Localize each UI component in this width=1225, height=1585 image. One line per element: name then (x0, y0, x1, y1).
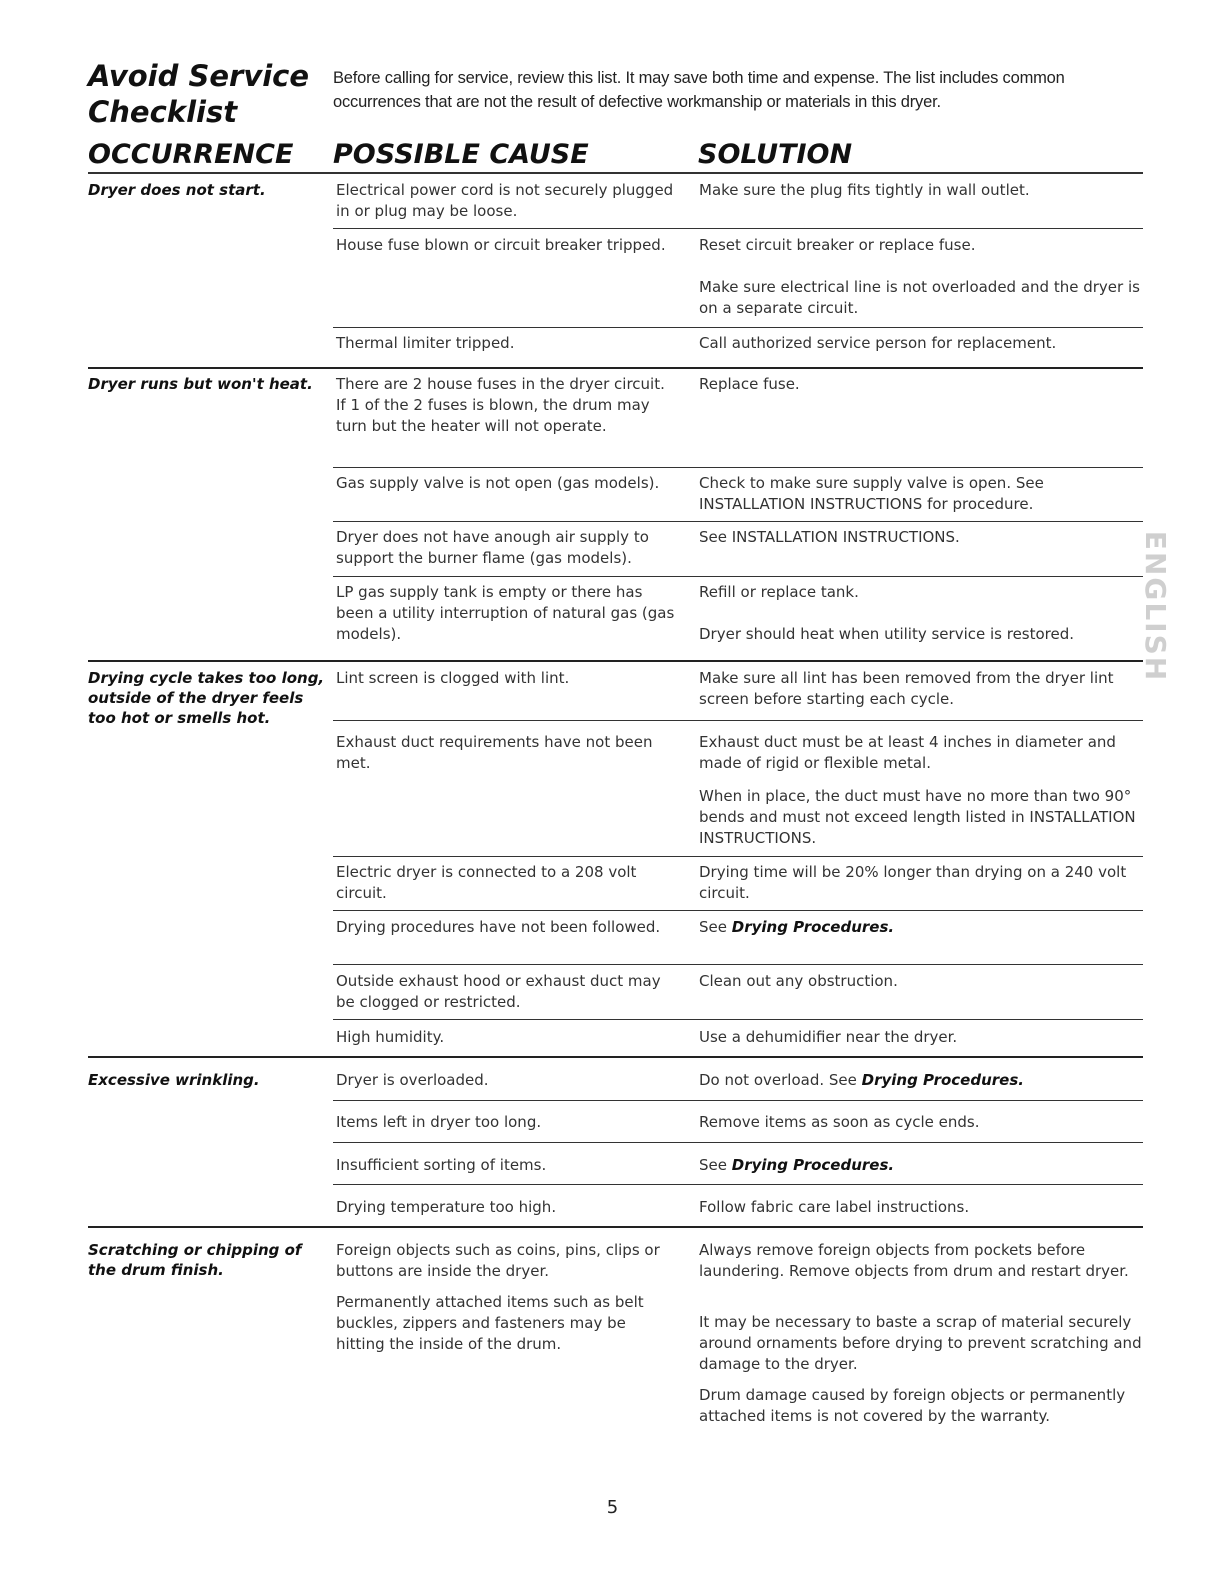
cause-text: Insufficient sorting of items. (336, 1156, 547, 1174)
occurrence-label: Dryer runs but won't heat. (88, 375, 313, 393)
header-divider (88, 172, 1143, 174)
page-title (88, 58, 318, 130)
cause-text: High humidity. (336, 1028, 445, 1046)
side-tab-label: ENGLISH (1139, 530, 1173, 682)
drying-procedures-reference: Drying Procedures. (731, 1156, 895, 1174)
solution-text: Make sure the plug fits tightly in wall outlet. (699, 181, 1030, 199)
item-divider (333, 1142, 1143, 1143)
cause-text: LP gas supply tank is empty or there has been a utility interruption of natural gas (gas models). (336, 583, 675, 643)
cause-text: Foreign objects such as coins, pins, clips or buttons are inside the dryer. (336, 1241, 660, 1280)
occurrence-label: Dryer does not start. (88, 181, 266, 199)
cause-text: Outside exhaust hood or exhaust duct may be clogged or restricted. (336, 972, 661, 1011)
cause-text: Electric dryer is connected to a 208 volt circuit. (336, 863, 637, 902)
item-divider (333, 467, 1143, 468)
occurrence-label: Drying cycle takes too long, outside of the dryer feels too hot or smells hot. (88, 669, 325, 727)
cause-text: Lint screen is clogged with lint. (336, 669, 570, 687)
solution-text: Make sure electrical line is not overloaded and the dryer is on a separate circuit. (699, 278, 1140, 317)
solution-text (699, 1155, 1143, 1176)
cause-text: Exhaust duct requirements have not been met. (336, 733, 653, 772)
solution-text: Clean out any obstruction. (699, 972, 898, 990)
cause-text: Dryer does not have anough air supply to support the burner flame (gas models). (336, 528, 649, 567)
cause-text: Gas supply valve is not open (gas models). (336, 474, 660, 492)
solution-text: Make sure all lint has been removed from the dryer lint screen before starting each cycle. (699, 669, 1114, 708)
cause-text: Thermal limiter tripped. (336, 334, 515, 352)
header-occurrence: OCCURRENCE (88, 139, 294, 170)
solution-prefix: See (699, 1156, 727, 1174)
cause-text: Drying procedures have not been followed. (336, 918, 661, 936)
cause-text: Items left in dryer too long. (336, 1113, 542, 1131)
solution-text: Always remove foreign objects from pockets before laundering. Remove objects from drum and restart dryer. (699, 1241, 1129, 1280)
solution-text (699, 1070, 1143, 1091)
item-divider (333, 228, 1143, 229)
item-divider (333, 856, 1143, 857)
cause-text: Permanently attached items such as belt buckles, zippers and fasteners may be hitting the inside of the drum. (336, 1293, 644, 1353)
solution-prefix: See (699, 918, 727, 936)
solution-text: Follow fabric care label instructions. (699, 1198, 970, 1216)
solution-text: Check to make sure supply valve is open. See INSTALLATION INSTRUCTIONS for procedure. (699, 474, 1044, 513)
solution-text: Replace fuse. (699, 375, 800, 393)
column-headers (88, 138, 1143, 174)
item-divider (333, 576, 1143, 577)
item-divider (333, 964, 1143, 965)
drying-procedures-reference: Drying Procedures. (861, 1071, 1024, 1089)
cause-text: Dryer is overloaded. (336, 1071, 489, 1089)
solution-text: Drying time will be 20% longer than drying on a 240 volt circuit. (699, 863, 1127, 902)
cause-text: Drying temperature too high. (336, 1198, 557, 1216)
row-divider (88, 1056, 1143, 1058)
item-divider (333, 327, 1143, 328)
solution-text: Exhaust duct must be at least 4 inches in diameter and made of rigid or flexible metal. (699, 733, 1116, 772)
item-divider (333, 1184, 1143, 1185)
occurrence-label: Excessive wrinkling. (88, 1071, 260, 1089)
language-side-tab (1136, 526, 1176, 686)
solution-text: It may be necessary to baste a scrap of material securely around ornaments before drying to prevent scratching and damage to the dryer. (699, 1313, 1142, 1373)
solution-text: Use a dehumidifier near the dryer. (699, 1028, 958, 1046)
solution-prefix: Do not overload. See (699, 1071, 857, 1089)
page-number: 5 (606, 1497, 619, 1518)
item-divider (333, 1100, 1143, 1101)
row-divider (88, 367, 1143, 369)
solution-text: Reset circuit breaker or replace fuse. (699, 236, 976, 254)
solution-text: Remove items as soon as cycle ends. (699, 1113, 980, 1131)
row-divider (88, 1226, 1143, 1228)
item-divider (333, 720, 1143, 721)
cause-text: There are 2 house fuses in the dryer circuit. If 1 of the 2 fuses is blown, the drum may turn but the heater will not operate. (336, 375, 665, 435)
occurrence-label: Scratching or chipping of the drum finish. (88, 1241, 302, 1279)
solution-text: Dryer should heat when utility service is restored. (699, 625, 1075, 643)
row-divider (88, 660, 1143, 662)
cause-text: Electrical power cord is not securely plugged in or plug may be loose. (336, 181, 674, 220)
title-line-1: Avoid Service (88, 59, 310, 93)
item-divider (333, 910, 1143, 911)
solution-text: Call authorized service person for replacement. (699, 334, 1057, 352)
solution-text: When in place, the duct must have no more than two 90° bends and must not exceed length listed in INSTALLATION INSTRUCTIONS. (699, 787, 1136, 847)
solution-text (699, 917, 1143, 938)
cause-text: House fuse blown or circuit breaker tripped. (336, 236, 666, 254)
title-line-2: Checklist (88, 95, 238, 129)
solution-text: See INSTALLATION INSTRUCTIONS. (699, 528, 960, 546)
item-divider (333, 1019, 1143, 1020)
item-divider (333, 521, 1143, 522)
header-solution: SOLUTION (698, 139, 853, 170)
header-possible-cause: POSSIBLE CAUSE (333, 139, 589, 170)
intro-paragraph: Before calling for service, review this list. It may save both time and expense. The list includes common occurrences that are not the result of defective workmanship or materials in this dryer. (333, 69, 1065, 111)
solution-text: Drum damage caused by foreign objects or permanently attached items is not covered by the warranty. (699, 1386, 1126, 1425)
solution-text: Refill or replace tank. (699, 583, 859, 601)
drying-procedures-reference: Drying Procedures. (731, 918, 895, 936)
